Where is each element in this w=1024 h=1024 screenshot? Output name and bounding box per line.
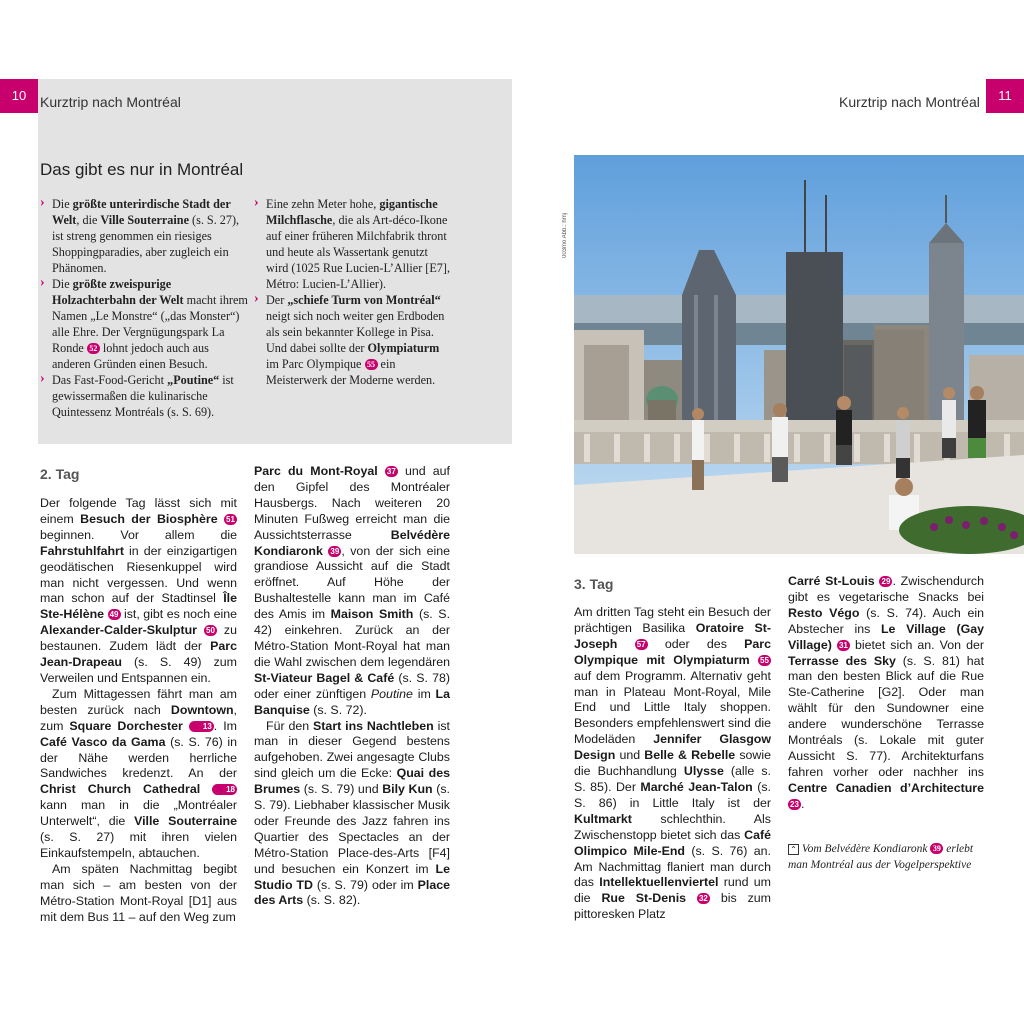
section-heading-tag3: 3. Tag [574,576,614,592]
bullet-item: › Die größte zweispurige Holzachterbahn der Welt macht ihrem Namen „Le Monstre“ („das Monster“) alle Ehre. Der Vergnügungspark La Ronde 52 lohnt jedoch auch aus anderen Gründen einen Besuch. [40,276,250,372]
tag2-column-1: Der folgende Tag lässt sich mit einem Besuch der Biosphère 51 beginnen. Vor allem die Fahrstuhlfahrt in der einzigartigen geodätischen Riesenkuppel wird man nicht vergessen. Und wenn man schon auf der Stadtinsel Île Ste-Hélène 49 ist, gibt es noch eine Alexander-Calder-Skulptur 50 zu bestaunen. Zudem lädt der Parc Jean-Drapeau (s. S. 49) zum Verweilen und Entspannen ein. Zum Mittagessen fährt man am besten zurück nach Downtown, zum Square Dorchester 13 . Im Café Vasco da Gama (s. S. 76) in der Nähe werden herrliche Sandwiches kredenzt. An der Christ Church Cathedral 18 kann man in die „Montréaler Unterwelt“, die Ville Souterraine (s. S. 27) mit ihren vielen Einkaufstempeln, abtauchen. Am späten Nachmittag begibt man sich – am besten von der Métro-Station Mont-Royal [D1] aus mit dem Bus 11 – auf den Weg zum [40,496,238,924]
tag2-column-2: Parc du Mont-Royal 37 und auf den Gipfel des Montréaler Hausbergs. Nach weiteren 20 Minuten Fußweg erreicht man die Aussichtsterrasse Belvédère Kondiaronk 39 , von der sich eine grandiose Aussicht auf die Stadt eröffnet. Auf Höhe der Bushaltestelle kann man im Café des Amis im Maison Smith (s. S. 42) einkehren. Zurück an der Métro-Station Mont-Royal hat man die Wahl zwischen dem legendären St-Viateur Bagel & Café (s. S. 78) oder einer zünftigen Poutine im La Banquise (s. S. 72). Für den Start ins Nachtleben ist man in dieser Gegend bestens aufgehoben. Zwei angesagte Clubs sind gleich um die Ecke: Quai des Brumes (s. S. 79) und Bily Kun (s. S. 79). Liebhaber klassischer Musik oder Freunde des Jazz fahren ins Quartier des Spectacles an der Métro-Station Place-des-Arts [F4] und besuchen ein Konzert im Le Studio TD (s. S. 79) oder im Place des Arts (s. S. 82). [254,464,451,908]
left-page-number: 10 [0,79,38,113]
box-column-right [254,196,450,388]
right-running-head: Kurztrip nach Montréal [839,94,980,110]
caption-text-start: Vom Belvédère Kondiaronk [801,843,928,855]
box-title: Das gibt es nur in Montréal [40,160,244,179]
caption-pin: 39 [930,843,943,854]
box-column-left [40,196,250,420]
right-page-number: 11 [986,79,1024,113]
caption-arrow-icon: ⌃ [788,844,799,855]
photo-credit: 003mo Abb.: hmj [562,212,568,258]
photo-caption [788,841,978,873]
photo-montreal-skyline [574,155,1024,554]
tag3-column-2: Carré St-Louis 29 . Zwischendurch gibt es vegetarische Snacks bei Resto Végo (s. S. 74). Auch ein Abstecher ins Le Village (Gay Village) 31 bietet sich an. Von der Terrasse des Sky (s. S. 81) hat man den besten Blick auf die Rue Ste-Catherine [G2]. Oder man wählt für den Sundowner eine andere wunderschöne Terrasse Montréals (s. Lokale mit guter Aussicht S. 77). Architekturfans fahren vorher oder nachher ins Centre Canadien d’Architecture 23 . [788,574,985,811]
bullet-item: › Der „schiefe Turm von Montréal“ neigt sich noch weiter gen Erdboden als sein bekannter Kollege in Pisa. Und dabei sollte der Olympiaturm im Parc Olympique 55 ein Meisterwerk der Moderne werden. [254,292,450,388]
section-heading-tag2: 2. Tag [40,466,80,482]
bullet-item: › Die größte unterirdische Stadt der Welt, die Ville Souterraine (s. S. 27), ist streng genommen ein riesiges Shoppingparadies, aber zugleich ein Phänomen. [40,196,250,276]
bullet-item: › Das Fast-Food-Gericht „Poutine“ ist gewissermaßen die kulinarische Quintessenz Montréals (s. S. 69). [40,372,250,420]
tag3-column-1: Am dritten Tag steht ein Besuch der prächtigen Basilika Oratoire St-Joseph 57 oder des Parc Olympique mit Olympiaturm 55 auf dem Programm. Alternativ geht man in Plateau Mont-Royal, Mile End und Little Italy shoppen. Besonders empfehlenswert sind die Modeläden Jennifer Glasgow Design und Belle & Rebelle sowie die Buchhandlung Ulysse (alle s. S. 85). Der Marché Jean-Talon (s. S. 86) in Little Italy ist der Kultmarkt schlechthin. Als Zwischenstopp bietet sich das Café Olimpico Mile-End (s. S. 76) an. Am Nachmittag flaniert man durch das Intellektuellenviertel rund um die Rue St-Denis 32 bis zum pittoresken Platz [574,605,772,922]
left-running-head: Kurztrip nach Montréal [40,94,181,110]
bullet-item: › Eine zehn Meter hohe, gigantische Milchflasche, die als Art-déco-Ikone auf einer früheren Milchfabrik thront und heute als Wassertank genutzt wird (1025 Rue Lucien-L’Allier [E7], Métro: Lucien-L’Allier). [254,196,450,292]
caption-text-end: erlebt man Montréal aus der Vogelperspektive [788,843,974,871]
